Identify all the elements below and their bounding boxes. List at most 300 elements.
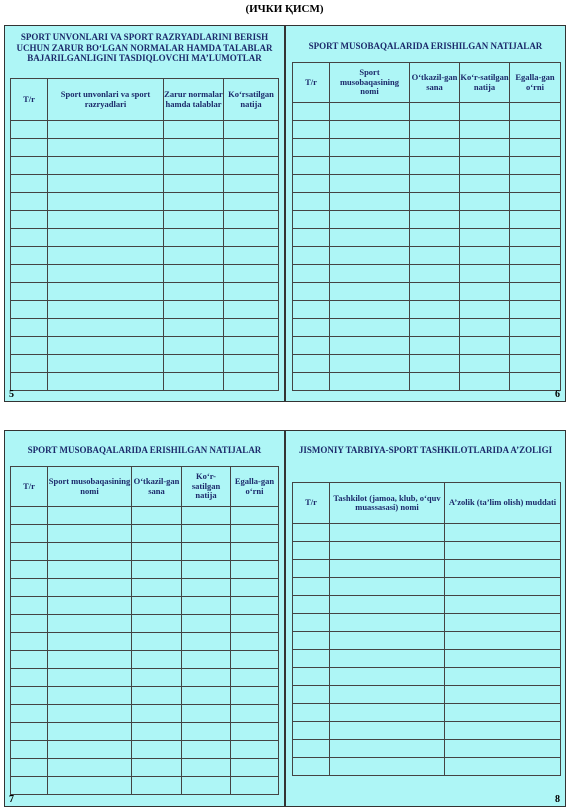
table-cell[interactable]: [48, 337, 164, 355]
table-cell[interactable]: [182, 579, 231, 597]
table-cell[interactable]: [460, 283, 510, 301]
table-cell[interactable]: [293, 524, 330, 542]
table-cell[interactable]: [330, 337, 410, 355]
table-cell[interactable]: [445, 722, 561, 740]
table-cell[interactable]: [48, 373, 164, 391]
table-row: [293, 283, 561, 301]
table-cell[interactable]: [293, 560, 330, 578]
table-cell[interactable]: [293, 740, 330, 758]
column-header: Sport musobaqasining nomi: [330, 63, 410, 103]
table-cell[interactable]: [330, 139, 410, 157]
table-cell[interactable]: [330, 542, 445, 560]
table-cell[interactable]: [11, 669, 48, 687]
table-row: [11, 777, 279, 795]
table-cell[interactable]: [224, 211, 279, 229]
table-cell[interactable]: [164, 373, 224, 391]
table-cell[interactable]: [410, 319, 460, 337]
table-cell[interactable]: [293, 301, 330, 319]
table-cell[interactable]: [48, 265, 164, 283]
table-cell[interactable]: [460, 319, 510, 337]
table-cell[interactable]: [132, 777, 182, 795]
table-cell[interactable]: [224, 337, 279, 355]
table-cell[interactable]: [460, 175, 510, 193]
table-cell[interactable]: [182, 723, 231, 741]
table-cell[interactable]: [132, 633, 182, 651]
page-title: SPORT MUSOBAQALARIDA ERISHILGAN NATIJALAR: [308, 41, 543, 51]
table-cell[interactable]: [330, 578, 445, 596]
table-cell[interactable]: [11, 157, 48, 175]
table-cell[interactable]: [293, 578, 330, 596]
table-cell[interactable]: [48, 741, 132, 759]
table-cell[interactable]: [182, 651, 231, 669]
table-cell[interactable]: [293, 650, 330, 668]
table-cell[interactable]: [510, 247, 561, 265]
table-cell[interactable]: [182, 507, 231, 525]
table-cell[interactable]: [410, 157, 460, 175]
table-cell[interactable]: [164, 301, 224, 319]
table-cell[interactable]: [460, 301, 510, 319]
table-cell[interactable]: [11, 759, 48, 777]
table-cell[interactable]: [293, 103, 330, 121]
table-cell[interactable]: [11, 633, 48, 651]
table-cell[interactable]: [445, 578, 561, 596]
table-cell[interactable]: [231, 597, 279, 615]
table-cell[interactable]: [293, 596, 330, 614]
table-cell[interactable]: [164, 211, 224, 229]
table-cell[interactable]: [460, 229, 510, 247]
table-cell[interactable]: [182, 633, 231, 651]
table-cell[interactable]: [11, 301, 48, 319]
table-cell[interactable]: [224, 121, 279, 139]
table-cell[interactable]: [48, 759, 132, 777]
table-cell[interactable]: [48, 579, 132, 597]
table-cell[interactable]: [164, 265, 224, 283]
table-cell[interactable]: [410, 211, 460, 229]
table-body: [11, 507, 279, 795]
table-cell[interactable]: [182, 543, 231, 561]
table-cell[interactable]: [445, 668, 561, 686]
table-cell[interactable]: [48, 561, 132, 579]
table-cell[interactable]: [510, 373, 561, 391]
table-cell[interactable]: [460, 193, 510, 211]
table-cell[interactable]: [132, 687, 182, 705]
page-8: [285, 430, 566, 807]
table-cell[interactable]: [293, 193, 330, 211]
table-row: [293, 139, 561, 157]
table-cell[interactable]: [11, 741, 48, 759]
table-cell[interactable]: [410, 229, 460, 247]
table-cell[interactable]: [48, 615, 132, 633]
norms-table: [10, 78, 279, 391]
table-cell[interactable]: [11, 319, 48, 337]
table-cell[interactable]: [48, 247, 164, 265]
table-cell[interactable]: [48, 283, 164, 301]
table-cell[interactable]: [445, 632, 561, 650]
table-row: [293, 175, 561, 193]
table-cell[interactable]: [11, 705, 48, 723]
table-cell[interactable]: [410, 175, 460, 193]
table-cell[interactable]: [182, 597, 231, 615]
table-row: [293, 560, 561, 578]
table-cell[interactable]: [11, 355, 48, 373]
table-row: [293, 704, 561, 722]
table-row: [11, 121, 279, 139]
table-cell[interactable]: [132, 579, 182, 597]
table-cell[interactable]: [410, 283, 460, 301]
table-cell[interactable]: [224, 247, 279, 265]
table-cell[interactable]: [48, 633, 132, 651]
table-cell[interactable]: [410, 247, 460, 265]
column-header: Ko‘r-satilgan natija: [460, 63, 510, 103]
table-cell[interactable]: [164, 337, 224, 355]
column-header: T/r: [293, 483, 330, 524]
table-row: [293, 740, 561, 758]
table-cell[interactable]: [231, 777, 279, 795]
table-cell[interactable]: [460, 373, 510, 391]
table-cell[interactable]: [48, 157, 164, 175]
table-cell[interactable]: [11, 723, 48, 741]
table-cell[interactable]: [132, 615, 182, 633]
table-cell[interactable]: [293, 337, 330, 355]
table-body: [11, 121, 279, 391]
table-cell[interactable]: [330, 157, 410, 175]
table-cell[interactable]: [48, 777, 132, 795]
table-cell[interactable]: [132, 597, 182, 615]
table-cell[interactable]: [224, 355, 279, 373]
table-cell[interactable]: [330, 265, 410, 283]
table-cell[interactable]: [330, 175, 410, 193]
table-cell[interactable]: [330, 229, 410, 247]
table-cell[interactable]: [224, 319, 279, 337]
table-cell[interactable]: [510, 175, 561, 193]
table-cell[interactable]: [293, 247, 330, 265]
page-number: 6: [555, 389, 560, 400]
table-cell[interactable]: [445, 596, 561, 614]
table-cell[interactable]: [48, 301, 164, 319]
table-cell[interactable]: [460, 337, 510, 355]
table-cell[interactable]: [132, 561, 182, 579]
table-cell[interactable]: [231, 633, 279, 651]
table-cell[interactable]: [293, 373, 330, 391]
table-cell[interactable]: [132, 741, 182, 759]
table-cell[interactable]: [293, 139, 330, 157]
table-cell[interactable]: [330, 121, 410, 139]
table-cell[interactable]: [330, 373, 410, 391]
table-cell[interactable]: [293, 157, 330, 175]
table-row: [293, 211, 561, 229]
table-cell[interactable]: [231, 759, 279, 777]
table-cell[interactable]: [445, 542, 561, 560]
table-cell[interactable]: [231, 507, 279, 525]
table-cell[interactable]: [330, 740, 445, 758]
table-cell[interactable]: [132, 723, 182, 741]
table-cell[interactable]: [132, 759, 182, 777]
table-cell[interactable]: [11, 651, 48, 669]
table-cell[interactable]: [164, 121, 224, 139]
competition-results-table: [292, 62, 561, 391]
table-row: [11, 597, 279, 615]
table-cell[interactable]: [231, 669, 279, 687]
table-cell[interactable]: [293, 614, 330, 632]
table-cell[interactable]: [48, 525, 132, 543]
table-cell[interactable]: [231, 651, 279, 669]
table-cell[interactable]: [293, 686, 330, 704]
table-cell[interactable]: [48, 211, 164, 229]
table-cell[interactable]: [410, 355, 460, 373]
table-cell[interactable]: [510, 355, 561, 373]
table-cell[interactable]: [224, 283, 279, 301]
table-row: [293, 355, 561, 373]
table-cell[interactable]: [11, 561, 48, 579]
table-row: [11, 687, 279, 705]
table-cell[interactable]: [510, 121, 561, 139]
page-number: 7: [9, 794, 14, 805]
table-cell[interactable]: [11, 777, 48, 795]
table-cell[interactable]: [293, 542, 330, 560]
table-cell[interactable]: [11, 373, 48, 391]
table-cell[interactable]: [11, 579, 48, 597]
table-cell[interactable]: [224, 139, 279, 157]
table-cell[interactable]: [410, 337, 460, 355]
table-cell[interactable]: [224, 157, 279, 175]
table-row: [11, 525, 279, 543]
table-cell[interactable]: [410, 373, 460, 391]
table-cell[interactable]: [293, 283, 330, 301]
table-cell[interactable]: [164, 229, 224, 247]
table-cell[interactable]: [132, 705, 182, 723]
table-cell[interactable]: [460, 121, 510, 139]
table-cell[interactable]: [11, 211, 48, 229]
table-cell[interactable]: [330, 632, 445, 650]
table-row: [11, 741, 279, 759]
table-cell[interactable]: [48, 669, 132, 687]
table-cell[interactable]: [510, 337, 561, 355]
table-cell[interactable]: [460, 211, 510, 229]
table-cell[interactable]: [231, 687, 279, 705]
table-cell[interactable]: [132, 543, 182, 561]
table-cell[interactable]: [293, 229, 330, 247]
table-cell[interactable]: [231, 543, 279, 561]
table-cell[interactable]: [510, 229, 561, 247]
table-cell[interactable]: [182, 777, 231, 795]
table-row: [293, 578, 561, 596]
table-cell[interactable]: [445, 758, 561, 776]
table-cell[interactable]: [164, 175, 224, 193]
table-cell[interactable]: [293, 319, 330, 337]
table-row: [11, 337, 279, 355]
table-cell[interactable]: [330, 301, 410, 319]
table-cell[interactable]: [224, 265, 279, 283]
table-cell[interactable]: [330, 722, 445, 740]
table-cell[interactable]: [410, 193, 460, 211]
table-cell[interactable]: [11, 283, 48, 301]
table-cell[interactable]: [48, 355, 164, 373]
table-cell[interactable]: [11, 265, 48, 283]
table-cell[interactable]: [48, 121, 164, 139]
table-cell[interactable]: [48, 543, 132, 561]
table-cell[interactable]: [510, 193, 561, 211]
table-cell[interactable]: [11, 525, 48, 543]
table-cell[interactable]: [510, 283, 561, 301]
table-cell[interactable]: [330, 524, 445, 542]
table-cell[interactable]: [11, 615, 48, 633]
table-cell[interactable]: [293, 722, 330, 740]
table-cell[interactable]: [293, 355, 330, 373]
table-cell[interactable]: [48, 507, 132, 525]
table-cell[interactable]: [11, 193, 48, 211]
table-cell[interactable]: [330, 758, 445, 776]
table-cell[interactable]: [445, 686, 561, 704]
table-cell[interactable]: [11, 597, 48, 615]
table-cell[interactable]: [293, 121, 330, 139]
table-cell[interactable]: [445, 614, 561, 632]
table-cell[interactable]: [231, 615, 279, 633]
table-cell[interactable]: [132, 669, 182, 687]
table-cell[interactable]: [330, 668, 445, 686]
table-cell[interactable]: [510, 139, 561, 157]
table-cell[interactable]: [460, 103, 510, 121]
table-cell[interactable]: [224, 175, 279, 193]
table-cell[interactable]: [445, 524, 561, 542]
table-cell[interactable]: [164, 193, 224, 211]
table-cell[interactable]: [231, 579, 279, 597]
table-cell[interactable]: [293, 758, 330, 776]
table-cell[interactable]: [182, 705, 231, 723]
table-cell[interactable]: [510, 103, 561, 121]
table-row: [293, 722, 561, 740]
table-cell[interactable]: [182, 687, 231, 705]
table-cell[interactable]: [132, 651, 182, 669]
table-cell[interactable]: [132, 525, 182, 543]
table-cell[interactable]: [330, 283, 410, 301]
table-cell[interactable]: [330, 686, 445, 704]
table-cell[interactable]: [231, 741, 279, 759]
table-cell[interactable]: [460, 139, 510, 157]
table-cell[interactable]: [293, 211, 330, 229]
table-cell[interactable]: [410, 301, 460, 319]
table-cell[interactable]: [330, 319, 410, 337]
table-cell[interactable]: [224, 229, 279, 247]
table-cell[interactable]: [48, 651, 132, 669]
table-cell[interactable]: [445, 740, 561, 758]
table-cell[interactable]: [330, 596, 445, 614]
table-cell[interactable]: [164, 355, 224, 373]
table-cell[interactable]: [293, 175, 330, 193]
table-row: [11, 157, 279, 175]
table-cell[interactable]: [460, 247, 510, 265]
table-cell[interactable]: [164, 247, 224, 265]
table-cell[interactable]: [410, 265, 460, 283]
table-row: [11, 633, 279, 651]
table-cell[interactable]: [224, 373, 279, 391]
table-cell[interactable]: [231, 525, 279, 543]
table-cell[interactable]: [11, 175, 48, 193]
table-cell[interactable]: [293, 704, 330, 722]
membership-table: [292, 482, 561, 776]
table-cell[interactable]: [182, 669, 231, 687]
table-cell[interactable]: [48, 723, 132, 741]
table-cell[interactable]: [164, 139, 224, 157]
table-cell[interactable]: [48, 705, 132, 723]
table-cell[interactable]: [182, 561, 231, 579]
table-cell[interactable]: [445, 560, 561, 578]
table-cell[interactable]: [164, 283, 224, 301]
table-cell[interactable]: [460, 355, 510, 373]
table-cell[interactable]: [11, 543, 48, 561]
table-cell[interactable]: [48, 319, 164, 337]
table-row: [293, 596, 561, 614]
table-cell[interactable]: [330, 560, 445, 578]
table-row: [11, 265, 279, 283]
table-cell[interactable]: [293, 265, 330, 283]
table-cell[interactable]: [330, 193, 410, 211]
table-cell[interactable]: [48, 139, 164, 157]
table-cell[interactable]: [11, 507, 48, 525]
table-cell[interactable]: [48, 175, 164, 193]
table-cell[interactable]: [48, 687, 132, 705]
table-cell[interactable]: [48, 597, 132, 615]
table-cell[interactable]: [330, 247, 410, 265]
table-cell[interactable]: [48, 229, 164, 247]
table-cell[interactable]: [510, 319, 561, 337]
table-cell[interactable]: [330, 211, 410, 229]
table-cell[interactable]: [164, 319, 224, 337]
table-cell[interactable]: [330, 614, 445, 632]
table-row: [293, 157, 561, 175]
table-cell[interactable]: [460, 265, 510, 283]
table-cell[interactable]: [182, 759, 231, 777]
table-cell[interactable]: [182, 525, 231, 543]
table-cell[interactable]: [330, 103, 410, 121]
table-cell[interactable]: [510, 265, 561, 283]
table-cell[interactable]: [293, 668, 330, 686]
table-cell[interactable]: [182, 741, 231, 759]
table-cell[interactable]: [11, 337, 48, 355]
table-cell[interactable]: [330, 355, 410, 373]
table-cell[interactable]: [510, 157, 561, 175]
column-header: T/r: [11, 79, 48, 121]
table-cell[interactable]: [510, 301, 561, 319]
table-cell[interactable]: [11, 247, 48, 265]
table-cell[interactable]: [182, 615, 231, 633]
table-cell[interactable]: [11, 139, 48, 157]
table-cell[interactable]: [231, 561, 279, 579]
table-cell[interactable]: [11, 121, 48, 139]
table-cell[interactable]: [11, 687, 48, 705]
page-number: 8: [555, 794, 560, 805]
table-cell[interactable]: [132, 507, 182, 525]
table-cell[interactable]: [48, 193, 164, 211]
table-row: [293, 337, 561, 355]
table-cell[interactable]: [445, 704, 561, 722]
table-cell[interactable]: [231, 705, 279, 723]
table-cell[interactable]: [410, 139, 460, 157]
table-cell[interactable]: [164, 157, 224, 175]
table-cell[interactable]: [224, 193, 279, 211]
table-cell[interactable]: [330, 650, 445, 668]
table-cell[interactable]: [231, 723, 279, 741]
table-cell[interactable]: [330, 704, 445, 722]
table-cell[interactable]: [410, 103, 460, 121]
table-cell[interactable]: [410, 121, 460, 139]
table-cell[interactable]: [293, 632, 330, 650]
table-cell[interactable]: [460, 157, 510, 175]
table-cell[interactable]: [11, 229, 48, 247]
table-cell[interactable]: [445, 650, 561, 668]
table-cell[interactable]: [224, 301, 279, 319]
table-cell[interactable]: [510, 211, 561, 229]
column-header: A’zolik (ta’lim olish) muddati: [445, 483, 561, 524]
